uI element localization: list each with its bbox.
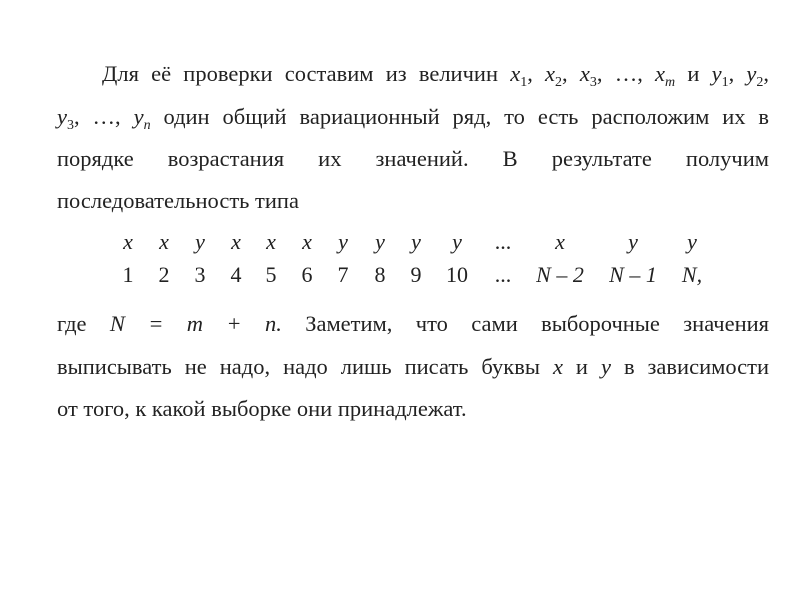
formula: N = m + n.	[109, 311, 282, 336]
text: Для её проверки составим из величин	[102, 61, 498, 86]
text: один общий вариационный ряд, то есть расположим их в	[163, 104, 770, 129]
text: в зависимости	[623, 354, 770, 379]
paragraph2-line1	[57, 310, 769, 338]
sequence-letter: y	[687, 229, 697, 254]
paragraph2-line3: от того, к какой выборке они принадлежат.	[57, 396, 467, 421]
sequence-letter: x	[159, 229, 169, 254]
sequence-letters-row	[0, 229, 800, 257]
sequence-number: 4	[230, 262, 242, 287]
sequence-number: 1	[122, 262, 134, 287]
paragraph1-line4: последовательность типа	[57, 188, 299, 213]
x-sequence: $x_1$, $x_2$, $x_3$, …, $x_m$	[510, 61, 676, 90]
sequence-letter: x	[123, 229, 133, 254]
sequence-letter: y	[452, 229, 462, 254]
paragraph1-line3: порядке возрастания их значений. В результате получим	[57, 146, 769, 171]
sequence-numbers-row	[0, 262, 800, 290]
sequence-ellipsis: ...	[494, 229, 512, 254]
text: Заметим, что сами выборочные значения	[305, 311, 770, 336]
text: выписывать не надо, надо лишь писать буквы	[57, 354, 540, 379]
sequence-letter: y	[375, 229, 385, 254]
sequence-number: 5	[265, 262, 277, 287]
sequence-number: N – 1	[609, 262, 657, 287]
sequence-number: N – 2	[536, 262, 584, 287]
sequence-number: 8	[374, 262, 386, 287]
conjunction: и	[575, 354, 588, 379]
sequence-letter: x	[231, 229, 241, 254]
letter-x: x	[552, 354, 563, 379]
sequence-letter: x	[266, 229, 276, 254]
sequence-letter: y	[338, 229, 348, 254]
sequence-number: 7	[337, 262, 349, 287]
paragraph1-line2	[57, 103, 769, 131]
sequence-letter: y	[411, 229, 421, 254]
sequence-ellipsis: ...	[494, 262, 512, 287]
letter-y: y	[600, 354, 611, 379]
sequence-number: N,	[681, 262, 703, 287]
sequence-letter: x	[555, 229, 565, 254]
sequence-number: 3	[194, 262, 206, 287]
sequence-number: 9	[410, 262, 422, 287]
text: где	[57, 311, 87, 336]
sequence-letter: x	[302, 229, 312, 254]
sequence-number: 6	[301, 262, 313, 287]
paragraph1-line1	[57, 60, 769, 88]
sequence-number: 2	[158, 262, 170, 287]
sequence-letter: y	[628, 229, 638, 254]
sequence-number: 10	[446, 262, 468, 287]
conjunction: и	[687, 61, 700, 86]
y-tail: $y_3$, …, $y_n$	[57, 104, 151, 133]
y-sequence: $y_1$, $y_2$,	[711, 61, 770, 90]
sequence-letter: y	[195, 229, 205, 254]
paragraph2-line2	[57, 353, 769, 381]
